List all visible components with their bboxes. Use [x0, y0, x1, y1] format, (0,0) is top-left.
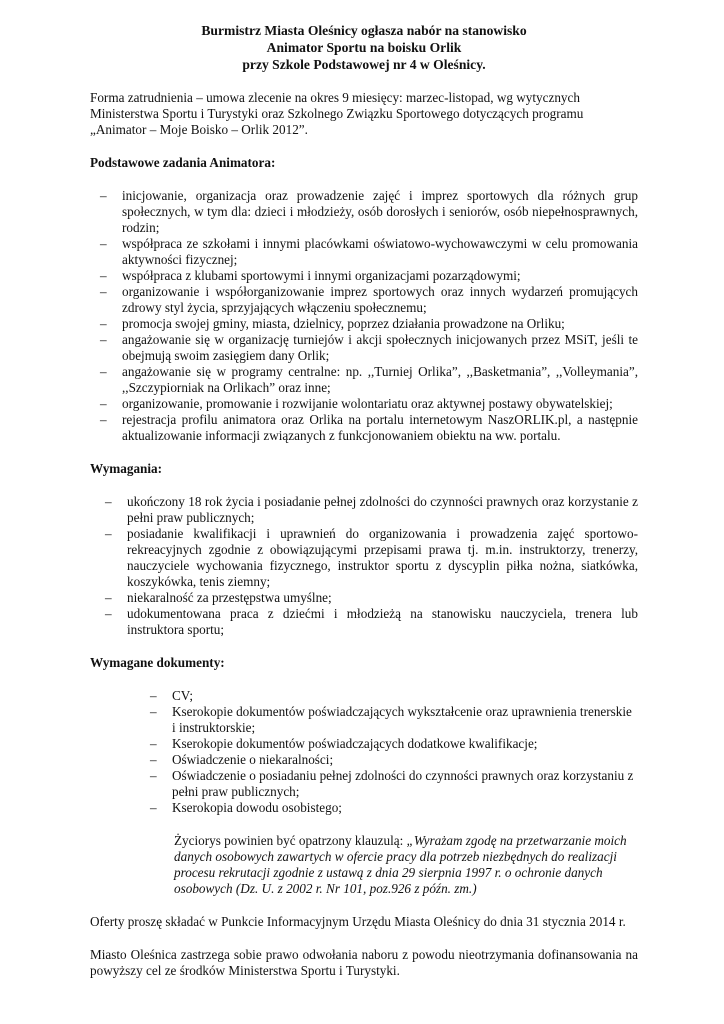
list-item: – Oświadczenie o posiadaniu pełnej zdolności do czynności prawnych oraz korzystaniu z pełni praw publicznych;	[150, 768, 634, 799]
list-item: – Kserokopie dokumentów poświadczających wykształcenie oraz uprawnienia trenerskie i instruktorskie;	[150, 704, 632, 735]
tasks-list	[90, 188, 638, 444]
requirements-list	[90, 494, 638, 638]
list-item: – współpraca z klubami sportowymi i innymi organizacjami pozarządowymi;	[100, 268, 521, 283]
dash-marker: –	[100, 396, 107, 411]
dash-marker: –	[150, 688, 157, 703]
dash-marker: –	[105, 590, 112, 605]
dash-marker: –	[150, 768, 157, 783]
dash-marker: –	[105, 494, 112, 509]
list-item: – ukończony 18 rok życia i posiadanie pełnej zdolności do czynności prawnych oraz korzystanie z pełni praw publicznych;	[105, 494, 638, 525]
clause-lead: Życiorys powinien być opatrzony klauzulą:	[174, 833, 407, 848]
dash-marker: –	[150, 736, 157, 751]
list-item: – organizowanie i współorganizowanie imprez sportowych oraz innych wydarzeń promujących zdrowy styl życia, sprzyjających włączeniu społecznemu;	[100, 284, 638, 315]
list-item: – udokumentowana praca z dziećmi i młodzieżą na stanowisku nauczyciela, trenera lub instruktora sportu;	[105, 606, 638, 637]
dash-marker: –	[100, 332, 107, 347]
dash-marker: –	[150, 704, 157, 719]
documents-list	[90, 688, 638, 816]
dash-marker: –	[150, 752, 157, 767]
document-page	[90, 22, 638, 979]
list-item: – angażowanie się w organizację turniejów i akcji społecznych inicjowanych przez MSiT, jeśli te obejmują swoim zasięgiem dany Orlik;	[100, 332, 638, 363]
dash-marker: –	[100, 316, 107, 331]
dash-marker: –	[100, 412, 107, 427]
reservation-paragraph: Miasto Oleśnica zastrzega sobie prawo odwołania naboru z powodu nieotrzymania dofinansowania na powyższy cel ze środków Ministerstwa Sportu i Turystyki.	[90, 947, 638, 978]
dash-marker: –	[100, 284, 107, 299]
list-item: – Oświadczenie o niekaralności;	[150, 752, 334, 767]
dash-marker: –	[105, 526, 112, 541]
consent-clause	[90, 833, 638, 897]
deadline-paragraph: Oferty proszę składać w Punkcie Informacyjnym Urzędu Miasta Oleśnicy do dnia 31 stycznia 2014 r.	[90, 914, 626, 929]
announcement-title	[90, 22, 638, 73]
dash-marker: –	[100, 364, 107, 379]
title-line-1: Burmistrz Miasta Oleśnicy ogłasza nabór na stanowisko	[201, 23, 527, 38]
dash-marker: –	[100, 236, 107, 251]
list-item: – promocja swojej gminy, miasta, dzielnicy, poprzez działania prowadzone na Orliku;	[100, 316, 565, 331]
requirements-heading: Wymagania:	[90, 461, 163, 476]
dash-marker: –	[100, 188, 107, 203]
documents-heading: Wymagane dokumenty:	[90, 655, 225, 670]
dash-marker: –	[100, 268, 107, 283]
dash-marker: –	[105, 606, 112, 621]
list-item: – inicjowanie, organizacja oraz prowadzenie zajęć i imprez sportowych dla różnych grup społecznych, w tym dla: dzieci i młodzieży, osób dorosłych i seniorów, osób niepełnosprawnych, rodzin;	[100, 188, 638, 235]
title-line-2: Animator Sportu na boisku Orlik	[266, 40, 462, 55]
title-line-3: przy Szkole Podstawowej nr 4 w Oleśnicy.	[242, 57, 486, 72]
tasks-heading: Podstawowe zadania Animatora:	[90, 155, 276, 170]
dash-marker: –	[150, 800, 157, 815]
list-item: – angażowanie się w programy centralne: np. ,,Turniej Orlika”, ,,Basketmania”, ,,Volleymania”, ,,Szczypiorniak na Orlikach” oraz inne;	[100, 364, 638, 395]
employment-form-paragraph: Forma zatrudnienia – umowa zlecenie na okres 9 miesięcy: marzec-listopad, wg wytycznych Ministerstwa Sportu i Turystyki oraz Szkolnego Związku Sportowego dotyczących programu „Animator – Moje Boisko – Orlik 2012”.	[90, 90, 584, 137]
list-item: – organizowanie, promowanie i rozwijanie wolontariatu oraz aktywnej postawy obywatelskiej;	[100, 396, 613, 411]
list-item: – CV;	[150, 688, 194, 703]
list-item: – Kserokopie dokumentów poświadczających dodatkowe kwalifikacje;	[150, 736, 538, 751]
list-item: – rejestracja profilu animatora oraz Orlika na portalu internetowym NaszORLIK.pl, a następnie aktualizowanie informacji związanych z funkcjonowaniem obiektu na ww. portalu.	[100, 412, 638, 443]
list-item: – współpraca ze szkołami i innymi placówkami oświatowo-wychowawczymi w celu promowania aktywności fizycznej;	[100, 236, 638, 267]
clause-text: „Wyrażam zgodę na przetwarzanie moich danych osobowych zawartych w ofercie pracy dla potrzeb niezbędnych do realizacji procesu rekrutacji zgodnie z ustawą z dnia 29 sierpnia 1997 r. o ochronie danych osobowych (Dz. U. z 2002 r. Nr 101, poz.926 z późn. zm.)	[174, 833, 627, 896]
list-item: – niekaralność za przestępstwa umyślne;	[105, 590, 332, 605]
list-item: – Kserokopia dowodu osobistego;	[150, 800, 342, 815]
list-item: – posiadanie kwalifikacji i uprawnień do organizowania i prowadzenia zajęć sportowo-rekreacyjnych zgodnie z obowiązującymi przepisami prawa tj. m.in. instruktorzy, trenerzy, nauczyciele wychowania fizycznego, instruktor sportu z dyscyplin piłka nożna, siatkówka, koszykówka, tenis ziemny;	[105, 526, 638, 589]
